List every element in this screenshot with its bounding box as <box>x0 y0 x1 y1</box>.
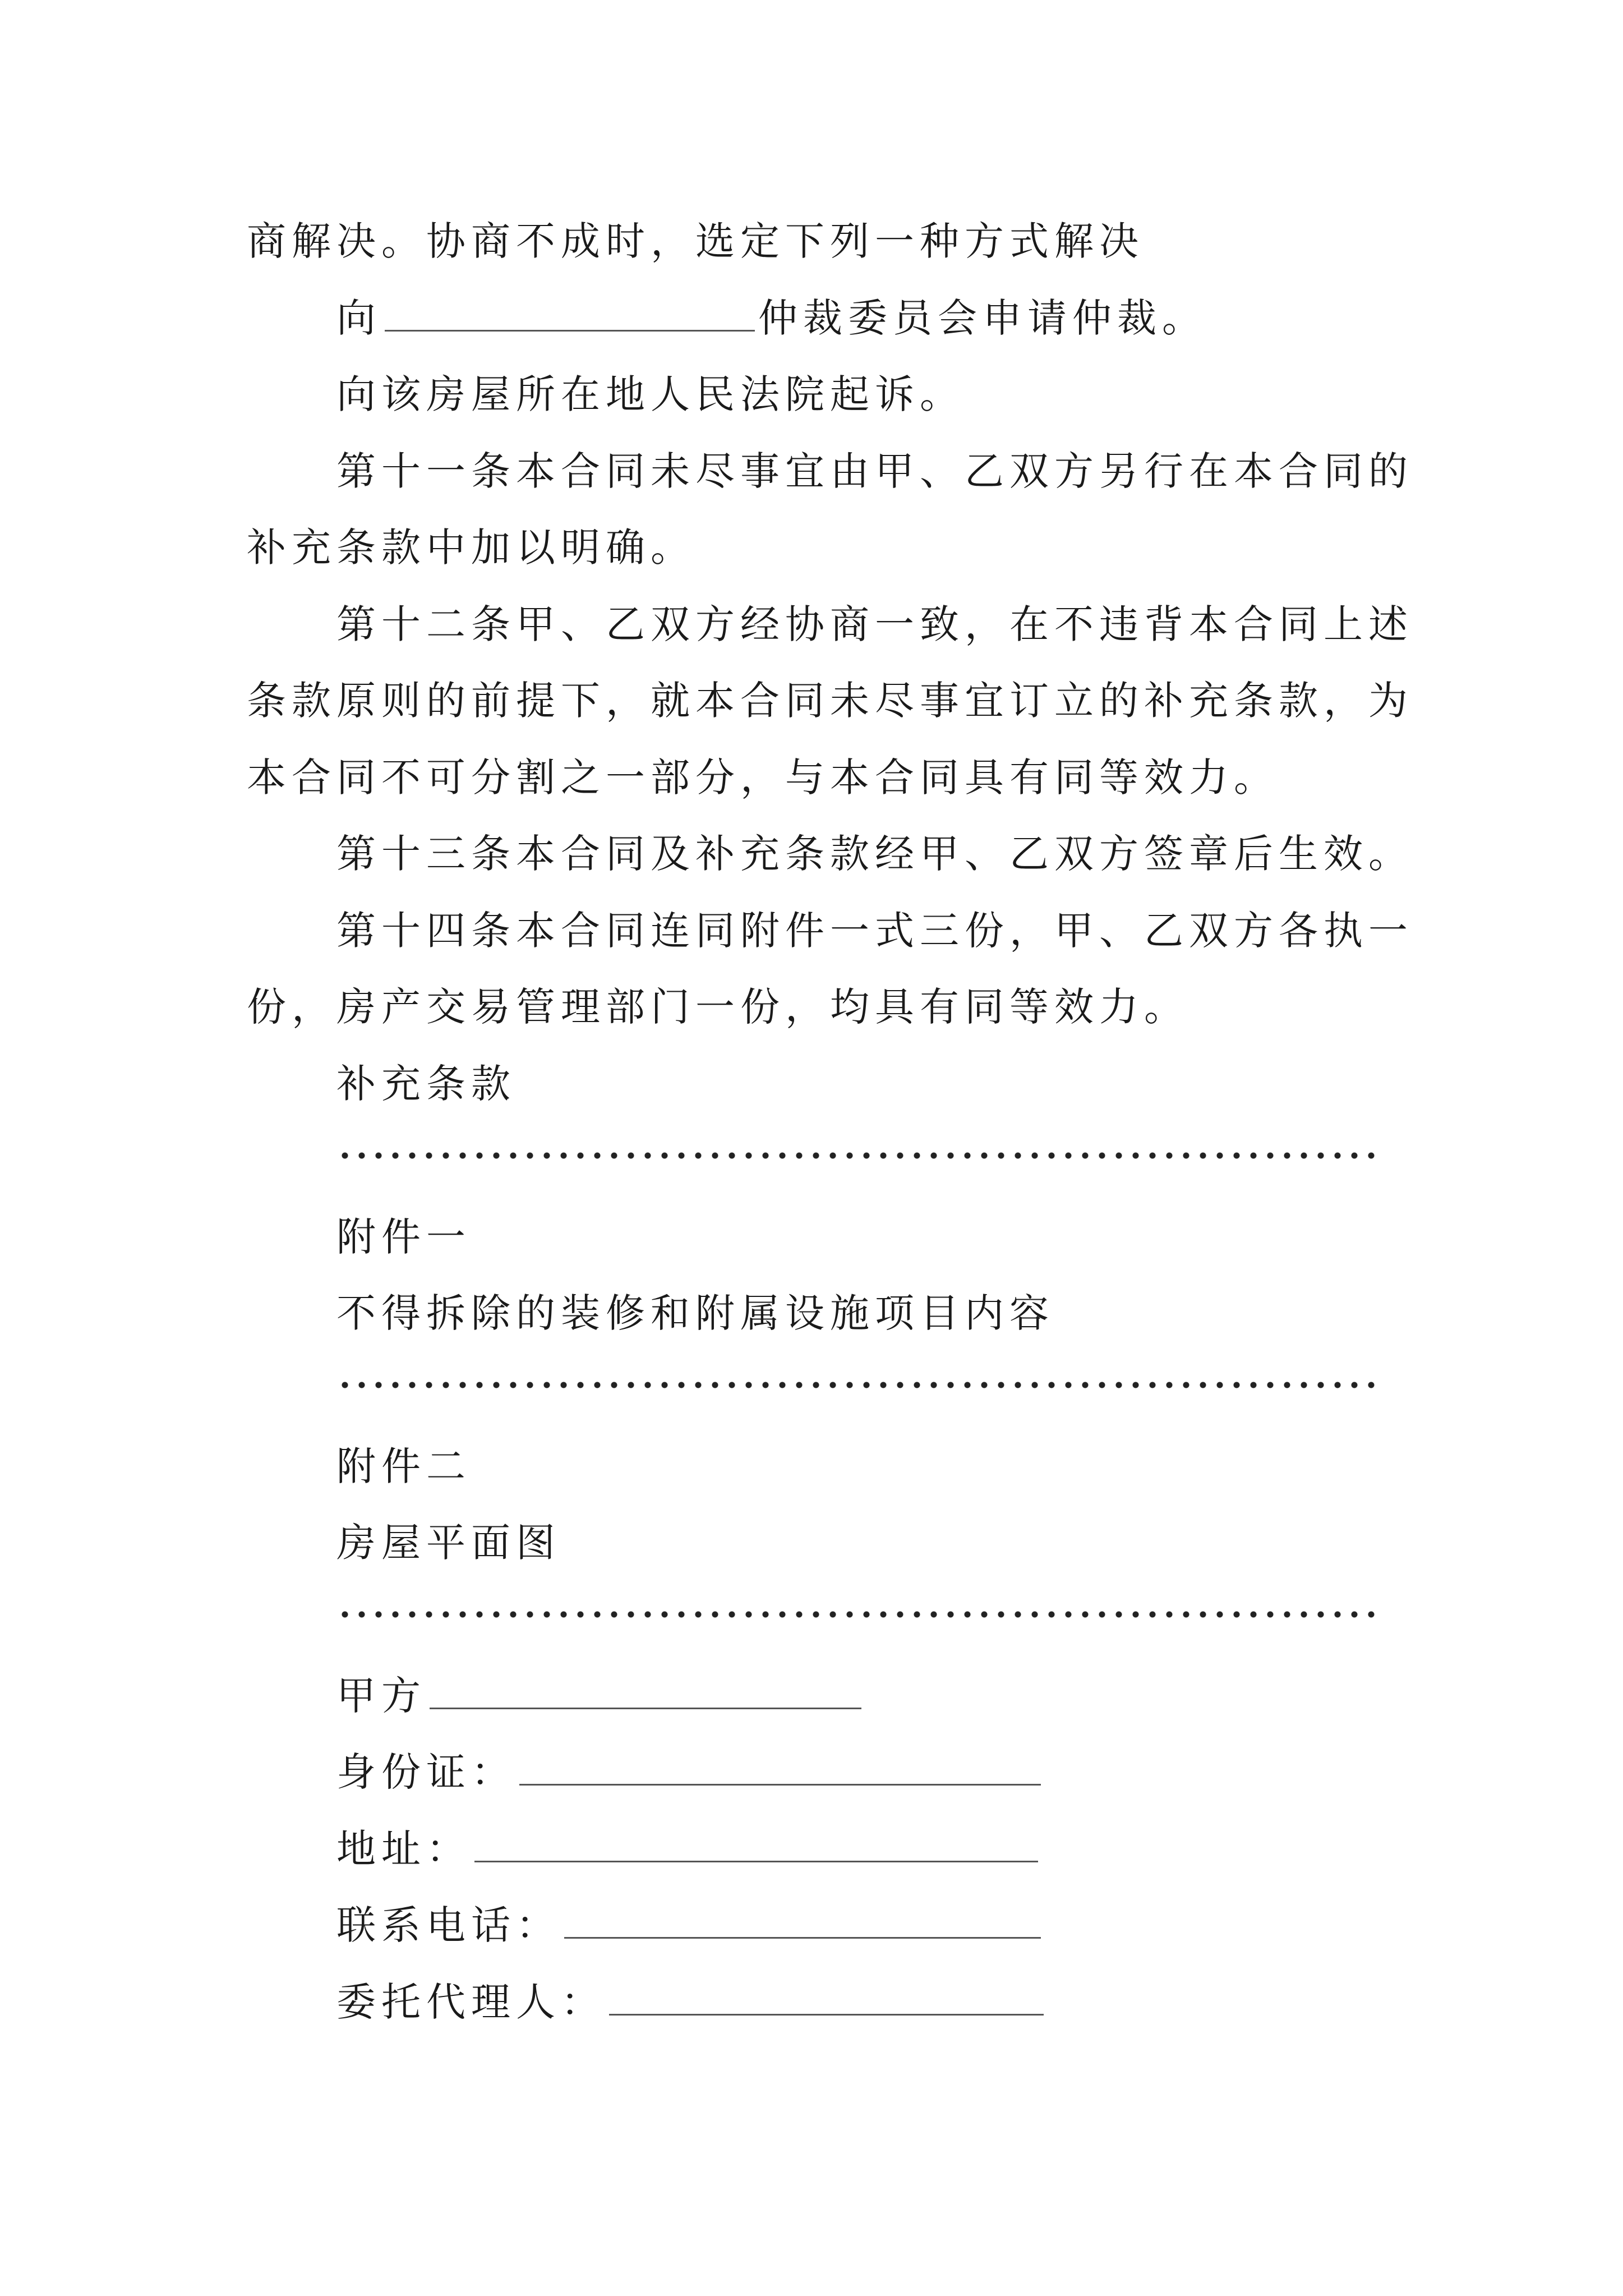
dotted-separator <box>336 1382 1380 1388</box>
phone-row <box>336 1897 1380 1953</box>
attachment-1-title: 不得拆除的装修和附属设施项目内容 <box>336 1290 1054 1336</box>
address-blank[interactable] <box>474 1826 1038 1862</box>
paragraph-line: 向该房屋所在地人民法院起诉。 <box>336 371 965 417</box>
party-a-row <box>336 1668 1380 1724</box>
attachment-2-title: 房屋平面图 <box>336 1520 561 1566</box>
party-a-label: 甲方 <box>336 1673 426 1719</box>
agent-blank[interactable] <box>609 1979 1044 2016</box>
arbitration-committee-blank[interactable] <box>385 295 755 332</box>
article-12-line-2: 条款原则的前提下，就本合同未尽事宜订立的补充条款，为 <box>247 678 1413 724</box>
article-12-line-1: 第十二条甲、乙双方经协商一致，在不违背本合同上述 <box>336 601 1413 647</box>
agent-row <box>336 1974 1380 2030</box>
attachment-1-heading: 附件一 <box>336 1214 471 1260</box>
id-card-label: 身份证： <box>336 1749 516 1795</box>
paragraph-line: 商解决。协商不成时，选定下列一种方式解决 <box>247 218 1144 264</box>
arbitration-line <box>336 290 1380 346</box>
agent-label: 委托代理人： <box>336 1979 606 2025</box>
attachment-2-heading: 附件二 <box>336 1443 471 1489</box>
dotted-separator <box>336 1152 1380 1159</box>
supplementary-clauses-heading: 补充条款 <box>336 1061 516 1107</box>
article-14-line-2: 份，房产交易管理部门一份，均具有同等效力。 <box>247 984 1189 1030</box>
article-12-line-3: 本合同不可分割之一部分，与本合同具有同等效力。 <box>247 754 1279 800</box>
arbitration-suffix: 仲裁委员会申请仲裁。 <box>758 295 1207 341</box>
id-card-blank[interactable] <box>519 1749 1041 1786</box>
article-11-line-1: 第十一条本合同未尽事宜由甲、乙双方另行在本合同的 <box>336 448 1413 494</box>
dotted-separator <box>336 1611 1380 1618</box>
phone-label: 联系电话： <box>336 1902 561 1948</box>
arbitration-prefix: 向 <box>336 295 381 341</box>
id-card-row <box>336 1744 1380 1800</box>
address-row <box>336 1821 1380 1877</box>
article-13-line: 第十三条本合同及补充条款经甲、乙双方签章后生效。 <box>336 831 1413 877</box>
article-11-line-2: 补充条款中加以明确。 <box>247 524 695 570</box>
address-label: 地址： <box>336 1826 471 1872</box>
phone-blank[interactable] <box>564 1902 1041 1939</box>
party-a-blank[interactable] <box>430 1673 861 1709</box>
article-14-line-1: 第十四条本合同连同附件一式三份，甲、乙双方各执一 <box>336 908 1413 954</box>
